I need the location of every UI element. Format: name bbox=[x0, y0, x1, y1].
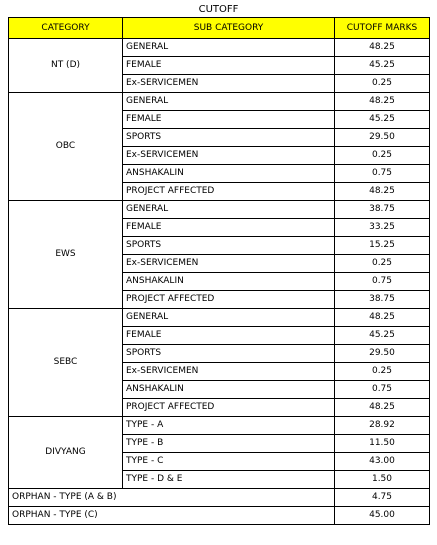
sub-category-cell: PROJECT AFFECTED bbox=[123, 291, 335, 309]
sub-category-cell: FEMALE bbox=[123, 111, 335, 129]
orphan-category-cell: ORPHAN - TYPE (A & B) bbox=[9, 489, 335, 507]
category-cell: DIVYANG bbox=[9, 417, 123, 489]
sub-category-cell: TYPE - A bbox=[123, 417, 335, 435]
cutoff-marks-cell: 1.50 bbox=[335, 471, 430, 489]
sub-category-cell: FEMALE bbox=[123, 327, 335, 345]
sub-category-cell: Ex-SERVICEMEN bbox=[123, 363, 335, 381]
cutoff-marks-cell: 15.25 bbox=[335, 237, 430, 255]
cutoff-marks-cell: 48.25 bbox=[335, 183, 430, 201]
sub-category-cell: SPORTS bbox=[123, 129, 335, 147]
cutoff-marks-cell: 33.25 bbox=[335, 219, 430, 237]
cutoff-marks-cell: 29.50 bbox=[335, 129, 430, 147]
cutoff-marks-cell: 0.75 bbox=[335, 165, 430, 183]
cutoff-marks-cell: 45.00 bbox=[335, 507, 430, 525]
sub-category-cell: Ex-SERVICEMEN bbox=[123, 255, 335, 273]
table-row bbox=[9, 93, 430, 111]
sub-category-cell: SPORTS bbox=[123, 237, 335, 255]
sub-category-cell: GENERAL bbox=[123, 201, 335, 219]
table-body bbox=[9, 39, 430, 525]
cutoff-marks-cell: 0.75 bbox=[335, 381, 430, 399]
table-row bbox=[9, 309, 430, 327]
table-row bbox=[9, 39, 430, 57]
cutoff-marks-cell: 0.25 bbox=[335, 75, 430, 93]
page-title: CUTOFF bbox=[198, 4, 239, 15]
category-cell: NT (D) bbox=[9, 39, 123, 93]
sub-category-cell: ANSHAKALIN bbox=[123, 273, 335, 291]
sub-category-cell: GENERAL bbox=[123, 309, 335, 327]
sub-category-cell: Ex-SERVICEMEN bbox=[123, 147, 335, 165]
sub-category-cell: GENERAL bbox=[123, 93, 335, 111]
cutoff-table bbox=[8, 17, 430, 525]
cutoff-marks-cell: 45.25 bbox=[335, 57, 430, 75]
table-row bbox=[9, 507, 430, 525]
sub-category-cell: PROJECT AFFECTED bbox=[123, 183, 335, 201]
category-cell: OBC bbox=[9, 93, 123, 201]
sub-category-cell: Ex-SERVICEMEN bbox=[123, 75, 335, 93]
cutoff-marks-cell: 48.25 bbox=[335, 399, 430, 417]
cutoff-marks-cell: 38.75 bbox=[335, 291, 430, 309]
header-category: CATEGORY bbox=[9, 18, 123, 39]
sub-category-cell: FEMALE bbox=[123, 57, 335, 75]
sub-category-cell: FEMALE bbox=[123, 219, 335, 237]
cutoff-marks-cell: 29.50 bbox=[335, 345, 430, 363]
cutoff-marks-cell: 11.50 bbox=[335, 435, 430, 453]
cutoff-marks-cell: 38.75 bbox=[335, 201, 430, 219]
table-row bbox=[9, 417, 430, 435]
cutoff-marks-cell: 45.25 bbox=[335, 111, 430, 129]
sub-category-cell: TYPE - C bbox=[123, 453, 335, 471]
category-cell: EWS bbox=[9, 201, 123, 309]
orphan-category-cell: ORPHAN - TYPE (C) bbox=[9, 507, 335, 525]
table-row bbox=[9, 489, 430, 507]
cutoff-marks-cell: 28.92 bbox=[335, 417, 430, 435]
sub-category-cell: TYPE - D & E bbox=[123, 471, 335, 489]
cutoff-marks-cell: 48.25 bbox=[335, 93, 430, 111]
sub-category-cell: ANSHAKALIN bbox=[123, 165, 335, 183]
sub-category-cell: PROJECT AFFECTED bbox=[123, 399, 335, 417]
header-cutoff-marks: CUTOFF MARKS bbox=[335, 18, 430, 39]
cutoff-marks-cell: 0.75 bbox=[335, 273, 430, 291]
sub-category-cell: TYPE - B bbox=[123, 435, 335, 453]
cutoff-marks-cell: 0.25 bbox=[335, 363, 430, 381]
cutoff-marks-cell: 0.25 bbox=[335, 255, 430, 273]
table-row bbox=[9, 201, 430, 219]
category-cell: SEBC bbox=[9, 309, 123, 417]
table-header-row bbox=[9, 18, 430, 39]
cutoff-marks-cell: 45.25 bbox=[335, 327, 430, 345]
cutoff-marks-cell: 48.25 bbox=[335, 309, 430, 327]
cutoff-marks-cell: 4.75 bbox=[335, 489, 430, 507]
cutoff-marks-cell: 48.25 bbox=[335, 39, 430, 57]
cutoff-marks-cell: 43.00 bbox=[335, 453, 430, 471]
sub-category-cell: SPORTS bbox=[123, 345, 335, 363]
cutoff-marks-cell: 0.25 bbox=[335, 147, 430, 165]
sub-category-cell: GENERAL bbox=[123, 39, 335, 57]
sub-category-cell: ANSHAKALIN bbox=[123, 381, 335, 399]
header-sub-category: SUB CATEGORY bbox=[123, 18, 335, 39]
